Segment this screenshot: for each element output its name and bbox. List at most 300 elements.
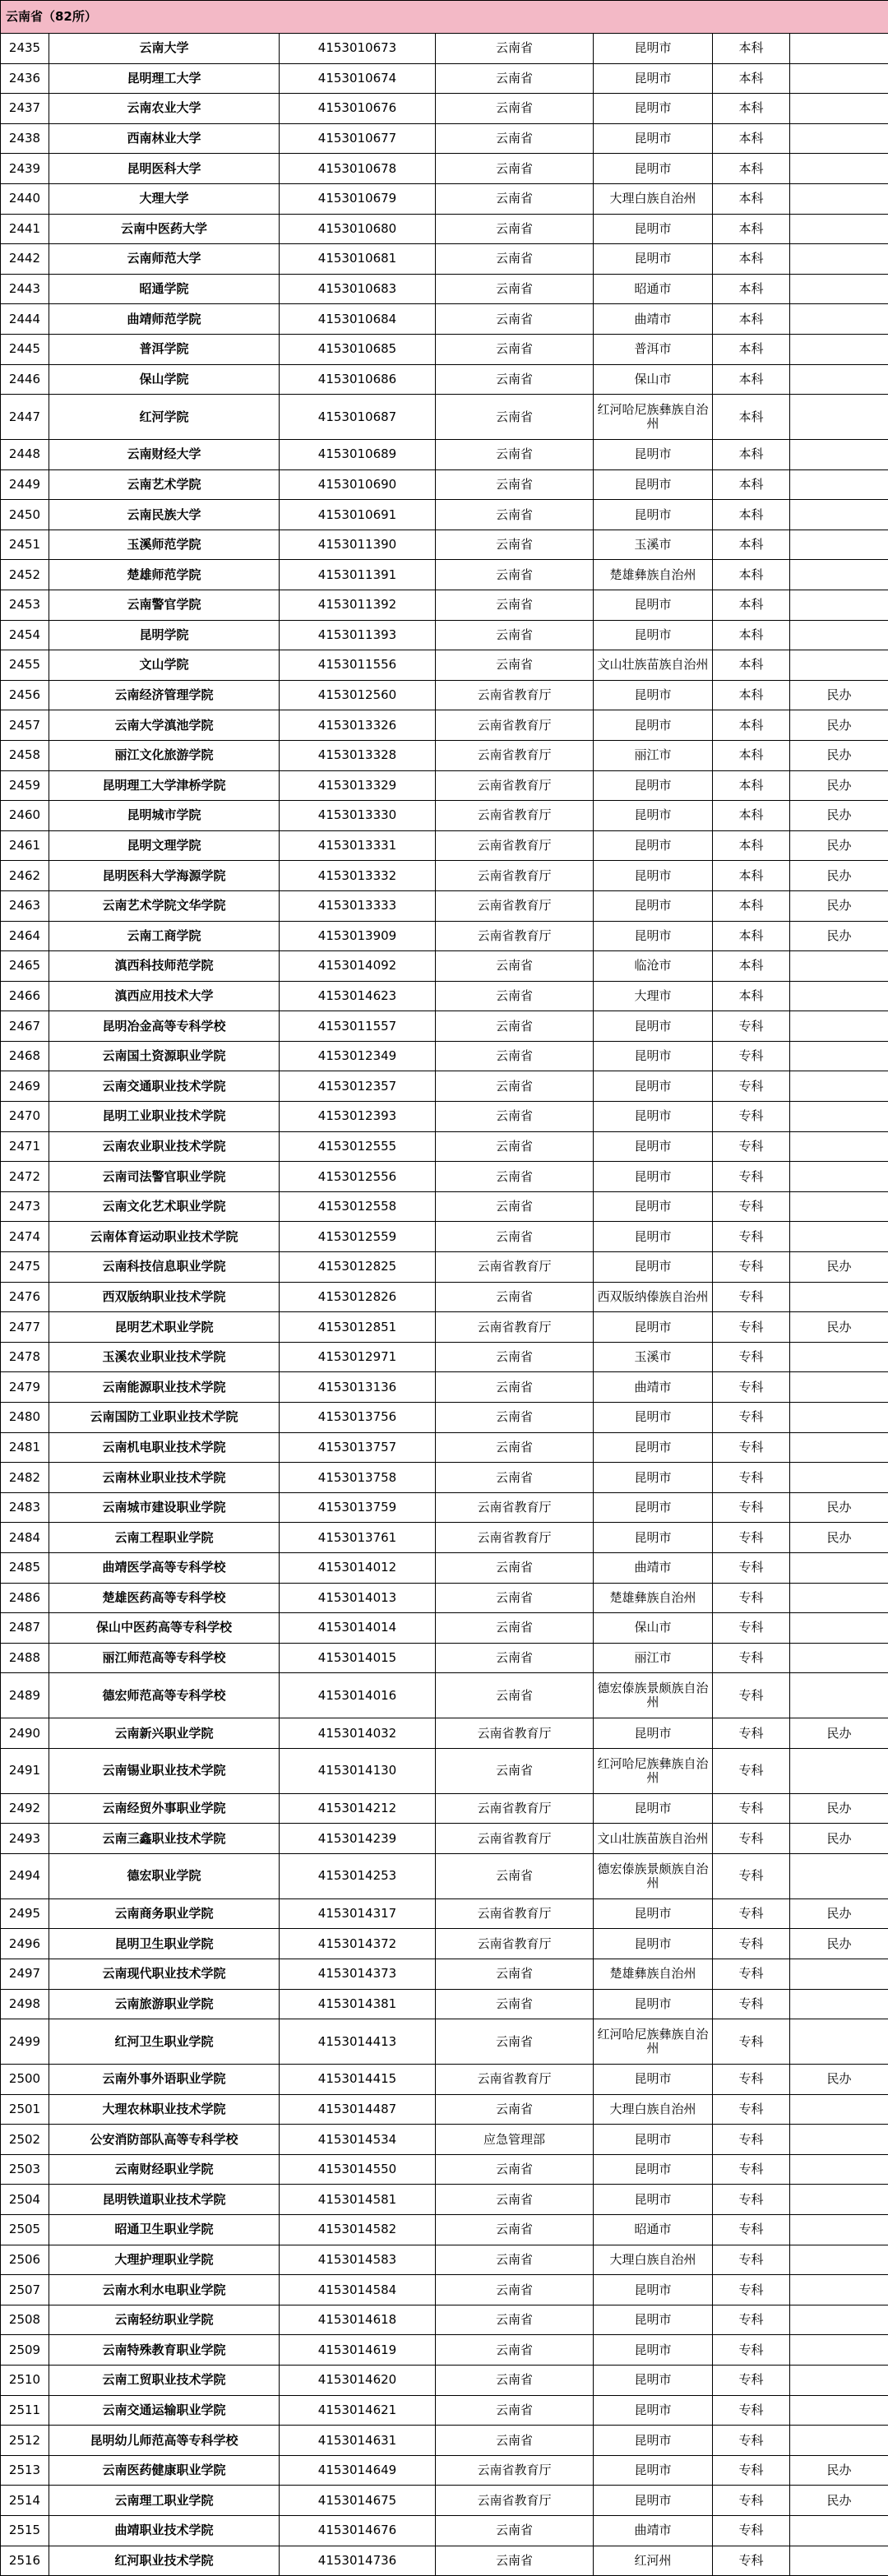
remark bbox=[790, 1552, 888, 1583]
supervising-department: 云南省 bbox=[436, 274, 594, 304]
university-code: 4153012825 bbox=[280, 1252, 436, 1283]
row-number: 2460 bbox=[1, 801, 49, 831]
university-name: 昆明学院 bbox=[49, 620, 280, 650]
remark bbox=[790, 1853, 888, 1898]
remark bbox=[790, 1041, 888, 1071]
location: 红河哈尼族彝族自治州 bbox=[594, 2019, 713, 2065]
location: 昆明市 bbox=[594, 1252, 713, 1283]
location: 昭通市 bbox=[594, 274, 713, 304]
education-level: 专科 bbox=[713, 2065, 790, 2095]
row-number: 2443 bbox=[1, 274, 49, 304]
university-name: 云南林业职业技术学院 bbox=[49, 1463, 280, 1493]
row-number: 2457 bbox=[1, 710, 49, 741]
location: 昆明市 bbox=[594, 1131, 713, 1162]
education-level: 本科 bbox=[713, 334, 790, 364]
supervising-department: 云南省 bbox=[436, 1282, 594, 1312]
education-level: 本科 bbox=[713, 710, 790, 741]
remark bbox=[790, 274, 888, 304]
university-name: 云南农业大学 bbox=[49, 94, 280, 124]
location: 昆明市 bbox=[594, 1041, 713, 1071]
education-level: 专科 bbox=[713, 1432, 790, 1463]
row-number: 2455 bbox=[1, 650, 49, 681]
table-row bbox=[1, 861, 888, 891]
university-name: 大理护理职业学院 bbox=[49, 2245, 280, 2275]
education-level: 专科 bbox=[713, 1673, 790, 1718]
remark bbox=[790, 2335, 888, 2366]
remark bbox=[790, 590, 888, 620]
table-row bbox=[1, 951, 888, 982]
university-code: 4153014582 bbox=[280, 2215, 436, 2245]
education-level: 本科 bbox=[713, 500, 790, 530]
row-number: 2510 bbox=[1, 2366, 49, 2396]
location: 昆明市 bbox=[594, 2154, 713, 2185]
table-row bbox=[1, 1222, 888, 1252]
university-code: 4153010689 bbox=[280, 440, 436, 470]
education-level: 专科 bbox=[713, 1492, 790, 1523]
table-row bbox=[1, 395, 888, 440]
row-number: 2452 bbox=[1, 560, 49, 590]
remark bbox=[790, 650, 888, 681]
row-number: 2511 bbox=[1, 2395, 49, 2426]
location: 昆明市 bbox=[594, 830, 713, 861]
remark bbox=[790, 1342, 888, 1372]
remark bbox=[790, 183, 888, 214]
university-code: 4153010681 bbox=[280, 244, 436, 275]
table-row bbox=[1, 1071, 888, 1102]
university-name: 德宏职业学院 bbox=[49, 1853, 280, 1898]
table-row bbox=[1, 2019, 888, 2065]
university-code: 4153013756 bbox=[280, 1403, 436, 1433]
supervising-department: 云南省 bbox=[436, 214, 594, 244]
row-number: 2483 bbox=[1, 1492, 49, 1523]
education-level: 专科 bbox=[713, 2154, 790, 2185]
university-name: 曲靖医学高等专科学校 bbox=[49, 1552, 280, 1583]
row-number: 2476 bbox=[1, 1282, 49, 1312]
row-number: 2507 bbox=[1, 2275, 49, 2305]
table-row bbox=[1, 440, 888, 470]
supervising-department: 云南省 bbox=[436, 1463, 594, 1493]
row-number: 2477 bbox=[1, 1312, 49, 1343]
university-name: 云南司法警官职业学院 bbox=[49, 1162, 280, 1192]
location: 楚雄彝族自治州 bbox=[594, 1583, 713, 1613]
supervising-department: 云南省 bbox=[436, 650, 594, 681]
row-number: 2495 bbox=[1, 1898, 49, 1929]
remark bbox=[790, 2305, 888, 2335]
table-row bbox=[1, 1041, 888, 1071]
university-name: 红河职业技术学院 bbox=[49, 2546, 280, 2576]
table-row bbox=[1, 274, 888, 304]
row-number: 2506 bbox=[1, 2245, 49, 2275]
education-level: 专科 bbox=[713, 1011, 790, 1042]
university-name: 云南特殊教育职业学院 bbox=[49, 2335, 280, 2366]
row-number: 2491 bbox=[1, 1748, 49, 1793]
row-number: 2479 bbox=[1, 1372, 49, 1403]
supervising-department: 云南省 bbox=[436, 1432, 594, 1463]
row-number: 2458 bbox=[1, 740, 49, 770]
location: 大理白族自治州 bbox=[594, 183, 713, 214]
table-row bbox=[1, 680, 888, 710]
supervising-department: 云南省 bbox=[436, 2154, 594, 2185]
university-name: 昭通卫生职业学院 bbox=[49, 2215, 280, 2245]
table-row bbox=[1, 123, 888, 154]
university-name: 云南大学 bbox=[49, 34, 280, 64]
education-level: 专科 bbox=[713, 2455, 790, 2486]
location: 昆明市 bbox=[594, 123, 713, 154]
supervising-department: 云南省教育厅 bbox=[436, 2486, 594, 2516]
university-name: 云南警官学院 bbox=[49, 590, 280, 620]
university-code: 4153010678 bbox=[280, 154, 436, 184]
table-row bbox=[1, 214, 888, 244]
university-name: 昆明冶金高等专科学校 bbox=[49, 1011, 280, 1042]
education-level: 专科 bbox=[713, 1552, 790, 1583]
row-number: 2454 bbox=[1, 620, 49, 650]
university-code: 4153010685 bbox=[280, 334, 436, 364]
table-row bbox=[1, 2154, 888, 2185]
university-name: 昆明医科大学 bbox=[49, 154, 280, 184]
university-code: 4153014012 bbox=[280, 1552, 436, 1583]
row-number: 2516 bbox=[1, 2546, 49, 2576]
education-level: 专科 bbox=[713, 2094, 790, 2125]
location: 临沧市 bbox=[594, 951, 713, 982]
location: 昆明市 bbox=[594, 1989, 713, 2019]
university-name: 楚雄医药高等专科学校 bbox=[49, 1583, 280, 1613]
row-number: 2515 bbox=[1, 2515, 49, 2546]
location: 红河哈尼族彝族自治州 bbox=[594, 395, 713, 440]
university-code: 4153012555 bbox=[280, 1131, 436, 1162]
education-level: 本科 bbox=[713, 395, 790, 440]
location: 楚雄彝族自治州 bbox=[594, 1959, 713, 1990]
row-number: 2488 bbox=[1, 1643, 49, 1673]
supervising-department: 云南省教育厅 bbox=[436, 1252, 594, 1283]
education-level: 专科 bbox=[713, 1583, 790, 1613]
row-number: 2436 bbox=[1, 63, 49, 94]
row-number: 2512 bbox=[1, 2426, 49, 2456]
location: 昆明市 bbox=[594, 921, 713, 951]
education-level: 专科 bbox=[713, 1342, 790, 1372]
university-code: 4153012560 bbox=[280, 680, 436, 710]
education-level: 专科 bbox=[713, 1071, 790, 1102]
table-row bbox=[1, 801, 888, 831]
table-row bbox=[1, 740, 888, 770]
table-row bbox=[1, 1898, 888, 1929]
table-row bbox=[1, 2395, 888, 2426]
university-code: 4153010690 bbox=[280, 469, 436, 500]
row-number: 2482 bbox=[1, 1463, 49, 1493]
table-row bbox=[1, 1432, 888, 1463]
location: 昆明市 bbox=[594, 2455, 713, 2486]
university-name: 保山中医药高等专科学校 bbox=[49, 1613, 280, 1644]
supervising-department: 云南省 bbox=[436, 1403, 594, 1433]
remark bbox=[790, 1071, 888, 1102]
university-code: 4153013326 bbox=[280, 710, 436, 741]
university-name: 云南大学滇池学院 bbox=[49, 710, 280, 741]
university-name: 云南医药健康职业学院 bbox=[49, 2455, 280, 2486]
table-row bbox=[1, 1342, 888, 1372]
education-level: 专科 bbox=[713, 1102, 790, 1132]
education-level: 专科 bbox=[713, 1898, 790, 1929]
table-row bbox=[1, 2065, 888, 2095]
row-number: 2496 bbox=[1, 1929, 49, 1959]
education-level: 专科 bbox=[713, 2305, 790, 2335]
remark: 民办 bbox=[790, 1824, 888, 1854]
university-code: 4153010680 bbox=[280, 214, 436, 244]
university-name: 云南商务职业学院 bbox=[49, 1898, 280, 1929]
university-name: 云南体育运动职业技术学院 bbox=[49, 1222, 280, 1252]
university-code: 4153014550 bbox=[280, 2154, 436, 2185]
remark bbox=[790, 2125, 888, 2155]
row-number: 2469 bbox=[1, 1071, 49, 1102]
university-name: 昆明卫生职业学院 bbox=[49, 1929, 280, 1959]
supervising-department: 云南省 bbox=[436, 334, 594, 364]
education-level: 专科 bbox=[713, 1929, 790, 1959]
location: 红河哈尼族彝族自治州 bbox=[594, 1748, 713, 1793]
remark bbox=[790, 1673, 888, 1718]
row-number: 2459 bbox=[1, 770, 49, 801]
table-row bbox=[1, 2546, 888, 2576]
university-name: 云南民族大学 bbox=[49, 500, 280, 530]
university-code: 4153012971 bbox=[280, 1342, 436, 1372]
university-code: 4153010674 bbox=[280, 63, 436, 94]
remark: 民办 bbox=[790, 770, 888, 801]
supervising-department: 云南省 bbox=[436, 2275, 594, 2305]
education-level: 专科 bbox=[713, 1853, 790, 1898]
location: 昆明市 bbox=[594, 1222, 713, 1252]
row-number: 2450 bbox=[1, 500, 49, 530]
university-code: 4153014014 bbox=[280, 1613, 436, 1644]
remark bbox=[790, 1191, 888, 1222]
education-level: 本科 bbox=[713, 304, 790, 335]
table-row bbox=[1, 1312, 888, 1343]
university-name: 昆明工业职业技术学院 bbox=[49, 1102, 280, 1132]
table-row bbox=[1, 2515, 888, 2546]
university-code: 4153012558 bbox=[280, 1191, 436, 1222]
remark bbox=[790, 304, 888, 335]
remark: 民办 bbox=[790, 1492, 888, 1523]
education-level: 专科 bbox=[713, 1463, 790, 1493]
education-level: 专科 bbox=[713, 1222, 790, 1252]
university-name: 云南外事外语职业学院 bbox=[49, 2065, 280, 2095]
supervising-department: 云南省 bbox=[436, 1989, 594, 2019]
supervising-department: 云南省 bbox=[436, 183, 594, 214]
table-row bbox=[1, 1793, 888, 1824]
education-level: 本科 bbox=[713, 590, 790, 620]
row-number: 2493 bbox=[1, 1824, 49, 1854]
university-name: 云南水利水电职业学院 bbox=[49, 2275, 280, 2305]
location: 文山壮族苗族自治州 bbox=[594, 1824, 713, 1854]
university-code: 4153010687 bbox=[280, 395, 436, 440]
remark: 民办 bbox=[790, 2486, 888, 2516]
education-level: 本科 bbox=[713, 34, 790, 64]
university-code: 4153014676 bbox=[280, 2515, 436, 2546]
remark bbox=[790, 1102, 888, 1132]
table-row bbox=[1, 1552, 888, 1583]
university-code: 4153010684 bbox=[280, 304, 436, 335]
remark bbox=[790, 1011, 888, 1042]
university-name: 云南现代职业技术学院 bbox=[49, 1959, 280, 1990]
university-name: 云南工商学院 bbox=[49, 921, 280, 951]
location: 曲靖市 bbox=[594, 304, 713, 335]
remark bbox=[790, 1162, 888, 1192]
row-number: 2490 bbox=[1, 1718, 49, 1749]
university-code: 4153013761 bbox=[280, 1523, 436, 1553]
location: 昆明市 bbox=[594, 1898, 713, 1929]
row-number: 2472 bbox=[1, 1162, 49, 1192]
remark: 民办 bbox=[790, 1312, 888, 1343]
supervising-department: 云南省 bbox=[436, 620, 594, 650]
location: 昆明市 bbox=[594, 2366, 713, 2396]
supervising-department: 云南省 bbox=[436, 2094, 594, 2125]
university-code: 4153014016 bbox=[280, 1673, 436, 1718]
row-number: 2446 bbox=[1, 364, 49, 395]
education-level: 本科 bbox=[713, 951, 790, 982]
university-name: 曲靖师范学院 bbox=[49, 304, 280, 335]
supervising-department: 云南省 bbox=[436, 1191, 594, 1222]
table-row bbox=[1, 650, 888, 681]
supervising-department: 云南省 bbox=[436, 244, 594, 275]
row-number: 2503 bbox=[1, 2154, 49, 2185]
education-level: 专科 bbox=[713, 1041, 790, 1071]
supervising-department: 云南省 bbox=[436, 2515, 594, 2546]
university-code: 4153010691 bbox=[280, 500, 436, 530]
table-row bbox=[1, 1718, 888, 1749]
university-name: 丽江文化旅游学院 bbox=[49, 740, 280, 770]
table-row bbox=[1, 2455, 888, 2486]
university-code: 4153014584 bbox=[280, 2275, 436, 2305]
supervising-department: 云南省 bbox=[436, 2366, 594, 2396]
row-number: 2501 bbox=[1, 2094, 49, 2125]
university-name: 云南国防工业职业技术学院 bbox=[49, 1403, 280, 1433]
education-level: 本科 bbox=[713, 560, 790, 590]
location: 昆明市 bbox=[594, 680, 713, 710]
location: 昆明市 bbox=[594, 2275, 713, 2305]
table-row bbox=[1, 890, 888, 921]
location: 保山市 bbox=[594, 1613, 713, 1644]
table-row bbox=[1, 183, 888, 214]
remark: 民办 bbox=[790, 1898, 888, 1929]
remark bbox=[790, 2515, 888, 2546]
table-row bbox=[1, 469, 888, 500]
education-level: 专科 bbox=[713, 1613, 790, 1644]
table-row bbox=[1, 1131, 888, 1162]
supervising-department: 云南省教育厅 bbox=[436, 921, 594, 951]
location: 玉溪市 bbox=[594, 1342, 713, 1372]
supervising-department: 云南省 bbox=[436, 1131, 594, 1162]
university-name: 云南艺术学院 bbox=[49, 469, 280, 500]
location: 昆明市 bbox=[594, 1071, 713, 1102]
supervising-department: 云南省教育厅 bbox=[436, 740, 594, 770]
university-code: 4153013333 bbox=[280, 890, 436, 921]
university-code: 4153014415 bbox=[280, 2065, 436, 2095]
university-name: 普洱学院 bbox=[49, 334, 280, 364]
education-level: 专科 bbox=[713, 1643, 790, 1673]
university-name: 昆明医科大学海源学院 bbox=[49, 861, 280, 891]
location: 大理白族自治州 bbox=[594, 2094, 713, 2125]
supervising-department: 云南省 bbox=[436, 1011, 594, 1042]
university-name: 云南理工职业学院 bbox=[49, 2486, 280, 2516]
education-level: 专科 bbox=[713, 1403, 790, 1433]
table-row bbox=[1, 2094, 888, 2125]
education-level: 本科 bbox=[713, 830, 790, 861]
table-row bbox=[1, 1989, 888, 2019]
university-code: 4153011390 bbox=[280, 530, 436, 560]
location: 昆明市 bbox=[594, 2305, 713, 2335]
table-row bbox=[1, 2426, 888, 2456]
table-row bbox=[1, 530, 888, 560]
location: 昆明市 bbox=[594, 469, 713, 500]
location: 丽江市 bbox=[594, 1643, 713, 1673]
row-number: 2473 bbox=[1, 1191, 49, 1222]
location: 昆明市 bbox=[594, 1432, 713, 1463]
remark bbox=[790, 2546, 888, 2576]
table-row bbox=[1, 830, 888, 861]
location: 昆明市 bbox=[594, 1463, 713, 1493]
row-number: 2465 bbox=[1, 951, 49, 982]
university-name: 昆明铁道职业技术学院 bbox=[49, 2185, 280, 2215]
education-level: 本科 bbox=[713, 214, 790, 244]
row-number: 2461 bbox=[1, 830, 49, 861]
university-name: 云南城市建设职业学院 bbox=[49, 1492, 280, 1523]
province-title: 云南省（82所） bbox=[1, 1, 888, 34]
supervising-department: 云南省 bbox=[436, 364, 594, 395]
location: 丽江市 bbox=[594, 740, 713, 770]
remark: 民办 bbox=[790, 1718, 888, 1749]
supervising-department: 云南省 bbox=[436, 2335, 594, 2366]
university-code: 4153014015 bbox=[280, 1643, 436, 1673]
supervising-department: 云南省教育厅 bbox=[436, 2065, 594, 2095]
row-number: 2475 bbox=[1, 1252, 49, 1283]
supervising-department: 云南省 bbox=[436, 2426, 594, 2456]
university-name: 昆明城市学院 bbox=[49, 801, 280, 831]
university-name: 云南农业职业技术学院 bbox=[49, 1131, 280, 1162]
row-number: 2480 bbox=[1, 1403, 49, 1433]
education-level: 专科 bbox=[713, 2515, 790, 2546]
table-row bbox=[1, 1583, 888, 1613]
university-code: 4153013330 bbox=[280, 801, 436, 831]
table-row bbox=[1, 1011, 888, 1042]
table-row bbox=[1, 560, 888, 590]
remark: 民办 bbox=[790, 861, 888, 891]
university-code: 4153014239 bbox=[280, 1824, 436, 1854]
education-level: 专科 bbox=[713, 2215, 790, 2245]
supervising-department: 云南省 bbox=[436, 1959, 594, 1990]
table-row bbox=[1, 1929, 888, 1959]
row-number: 2456 bbox=[1, 680, 49, 710]
supervising-department: 云南省 bbox=[436, 1222, 594, 1252]
university-name: 大理大学 bbox=[49, 183, 280, 214]
row-number: 2471 bbox=[1, 1131, 49, 1162]
supervising-department: 云南省教育厅 bbox=[436, 770, 594, 801]
table-row bbox=[1, 2486, 888, 2516]
supervising-department: 云南省教育厅 bbox=[436, 710, 594, 741]
university-name: 云南轻纺职业学院 bbox=[49, 2305, 280, 2335]
remark bbox=[790, 2185, 888, 2215]
table-row bbox=[1, 1191, 888, 1222]
university-code: 4153014253 bbox=[280, 1853, 436, 1898]
location: 曲靖市 bbox=[594, 1552, 713, 1583]
education-level: 专科 bbox=[713, 2185, 790, 2215]
location: 昆明市 bbox=[594, 2395, 713, 2426]
remark: 民办 bbox=[790, 1793, 888, 1824]
university-code: 4153014675 bbox=[280, 2486, 436, 2516]
table-row bbox=[1, 63, 888, 94]
row-number: 2509 bbox=[1, 2335, 49, 2366]
table-row bbox=[1, 1252, 888, 1283]
supervising-department: 云南省 bbox=[436, 63, 594, 94]
university-name: 文山学院 bbox=[49, 650, 280, 681]
university-code: 4153012851 bbox=[280, 1312, 436, 1343]
location: 昆明市 bbox=[594, 1929, 713, 1959]
education-level: 本科 bbox=[713, 63, 790, 94]
